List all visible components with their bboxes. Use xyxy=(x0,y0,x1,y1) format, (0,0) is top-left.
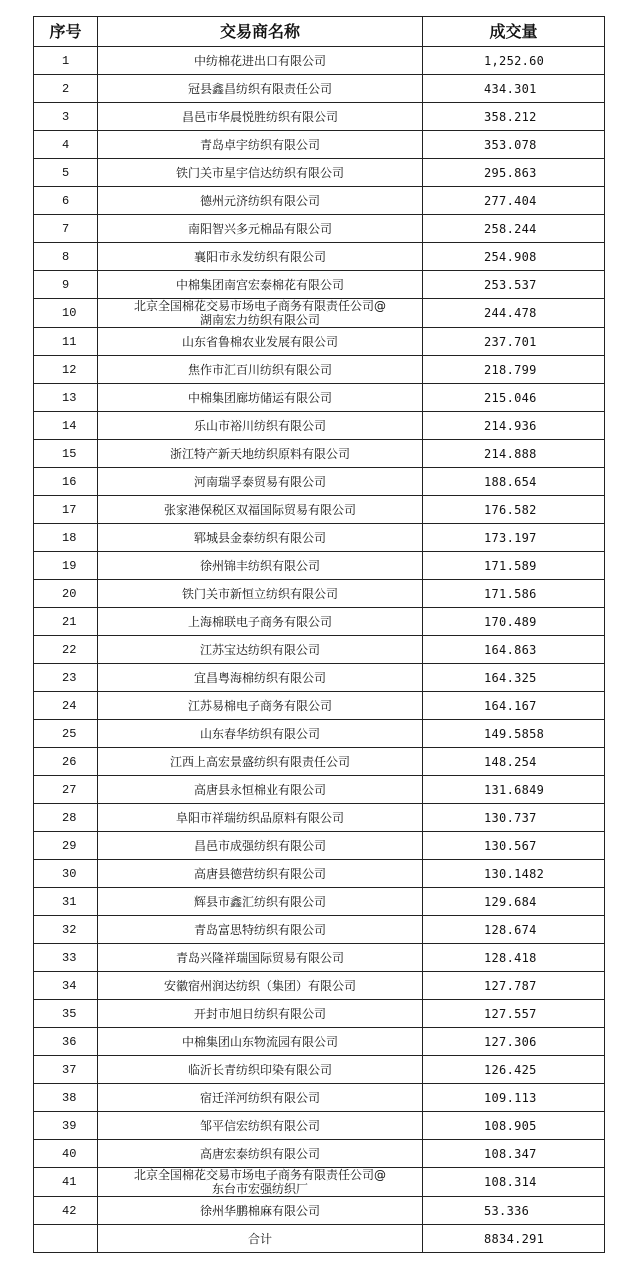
table-row xyxy=(34,972,605,1000)
trade-volume: 258.244 xyxy=(423,215,605,243)
trade-volume: 130.567 xyxy=(423,832,605,860)
trade-volume: 170.489 xyxy=(423,608,605,636)
trader-name: 郓城县金泰纺织有限公司 xyxy=(98,524,423,552)
table-row xyxy=(34,580,605,608)
trader-name xyxy=(98,1168,423,1197)
trader-name: 铁门关市新恒立纺织有限公司 xyxy=(98,580,423,608)
table-row xyxy=(34,552,605,580)
trade-volume: 253.537 xyxy=(423,271,605,299)
trader-name: 安徽宿州润达纺织（集团）有限公司 xyxy=(98,972,423,1000)
row-number: 29 xyxy=(34,832,98,860)
row-number: 39 xyxy=(34,1112,98,1140)
trader-name: 开封市旭日纺织有限公司 xyxy=(98,1000,423,1028)
trade-volume: 53.336 xyxy=(423,1197,605,1225)
trade-volume: 214.888 xyxy=(423,440,605,468)
trade-volume: 149.5858 xyxy=(423,720,605,748)
row-number: 6 xyxy=(34,187,98,215)
trader-name: 中纺棉花进出口有限公司 xyxy=(98,47,423,75)
trade-volume: 109.113 xyxy=(423,1084,605,1112)
header-volume: 成交量 xyxy=(423,17,605,47)
table-row xyxy=(34,384,605,412)
trader-name: 青岛富思特纺织有限公司 xyxy=(98,916,423,944)
trader-name: 冠县鑫昌纺织有限责任公司 xyxy=(98,75,423,103)
trade-volume: 128.418 xyxy=(423,944,605,972)
row-number: 28 xyxy=(34,804,98,832)
trade-volume: 128.674 xyxy=(423,916,605,944)
table-row xyxy=(34,299,605,328)
trade-volume: 277.404 xyxy=(423,187,605,215)
trader-name: 徐州华鹏棉麻有限公司 xyxy=(98,1197,423,1225)
trader-name: 宜昌粤海棉纺织有限公司 xyxy=(98,664,423,692)
table-row xyxy=(34,131,605,159)
row-number: 38 xyxy=(34,1084,98,1112)
trader-name: 乐山市裕川纺织有限公司 xyxy=(98,412,423,440)
trader-name: 徐州锦丰纺织有限公司 xyxy=(98,552,423,580)
trader-name: 昌邑市成强纺织有限公司 xyxy=(98,832,423,860)
trader-name: 江西上高宏景盛纺织有限责任公司 xyxy=(98,748,423,776)
total-no-cell xyxy=(34,1225,98,1253)
table-row xyxy=(34,1000,605,1028)
table-row xyxy=(34,608,605,636)
row-number: 13 xyxy=(34,384,98,412)
row-number: 31 xyxy=(34,888,98,916)
trader-name-line-2: 东台市宏强纺织厂 xyxy=(211,1182,308,1196)
table-row xyxy=(34,1112,605,1140)
trader-name: 阜阳市祥瑞纺织品原料有限公司 xyxy=(98,804,423,832)
trade-volume: 218.799 xyxy=(423,356,605,384)
trade-volume: 215.046 xyxy=(423,384,605,412)
row-number: 17 xyxy=(34,496,98,524)
table-row xyxy=(34,524,605,552)
row-number: 25 xyxy=(34,720,98,748)
trade-volume: 108.905 xyxy=(423,1112,605,1140)
table-row xyxy=(34,1056,605,1084)
table-row xyxy=(34,468,605,496)
trader-name: 高唐宏泰纺织有限公司 xyxy=(98,1140,423,1168)
trader-name: 临沂长青纺织印染有限公司 xyxy=(98,1056,423,1084)
trader-name: 江苏宝达纺织有限公司 xyxy=(98,636,423,664)
table-row xyxy=(34,1140,605,1168)
row-number: 35 xyxy=(34,1000,98,1028)
trader-name: 铁门关市星宇信达纺织有限公司 xyxy=(98,159,423,187)
trade-volume: 164.863 xyxy=(423,636,605,664)
row-number: 5 xyxy=(34,159,98,187)
table-row xyxy=(34,47,605,75)
trader-name: 高唐县德营纺织有限公司 xyxy=(98,860,423,888)
trader-name: 中棉集团廊坊储运有限公司 xyxy=(98,384,423,412)
trade-volume: 237.701 xyxy=(423,328,605,356)
trade-volume: 188.654 xyxy=(423,468,605,496)
row-number: 30 xyxy=(34,860,98,888)
trade-volume: 358.212 xyxy=(423,103,605,131)
row-number: 22 xyxy=(34,636,98,664)
table-row xyxy=(34,748,605,776)
trader-name: 浙江特产新天地纺织原料有限公司 xyxy=(98,440,423,468)
trader-name: 河南瑞孚泰贸易有限公司 xyxy=(98,468,423,496)
table-row xyxy=(34,496,605,524)
table-row xyxy=(34,720,605,748)
row-number: 36 xyxy=(34,1028,98,1056)
row-number: 10 xyxy=(34,299,98,328)
table-row xyxy=(34,1168,605,1197)
trader-name: 山东省鲁棉农业发展有限公司 xyxy=(98,328,423,356)
trade-volume: 214.936 xyxy=(423,412,605,440)
row-number: 21 xyxy=(34,608,98,636)
trader-name: 辉县市鑫汇纺织有限公司 xyxy=(98,888,423,916)
table-row xyxy=(34,944,605,972)
trader-name: 邹平信宏纺织有限公司 xyxy=(98,1112,423,1140)
row-number: 16 xyxy=(34,468,98,496)
row-number: 8 xyxy=(34,243,98,271)
trade-volume: 127.306 xyxy=(423,1028,605,1056)
table-row xyxy=(34,664,605,692)
table-row xyxy=(34,776,605,804)
row-number: 9 xyxy=(34,271,98,299)
table-row xyxy=(34,356,605,384)
trade-volume: 295.863 xyxy=(423,159,605,187)
trade-volume: 171.589 xyxy=(423,552,605,580)
row-number: 41 xyxy=(34,1168,98,1197)
row-number: 42 xyxy=(34,1197,98,1225)
row-number: 11 xyxy=(34,328,98,356)
trade-volume: 173.197 xyxy=(423,524,605,552)
trade-volume: 176.582 xyxy=(423,496,605,524)
row-number: 20 xyxy=(34,580,98,608)
trade-volume: 434.301 xyxy=(423,75,605,103)
trader-name: 昌邑市华晨悦胜纺织有限公司 xyxy=(98,103,423,131)
total-row xyxy=(34,1225,605,1253)
trade-volume: 164.167 xyxy=(423,692,605,720)
row-number: 32 xyxy=(34,916,98,944)
row-number: 37 xyxy=(34,1056,98,1084)
trade-volume: 127.787 xyxy=(423,972,605,1000)
row-number: 27 xyxy=(34,776,98,804)
table-row xyxy=(34,832,605,860)
trader-name: 焦作市汇百川纺织有限公司 xyxy=(98,356,423,384)
row-number: 26 xyxy=(34,748,98,776)
total-volume: 8834.291 xyxy=(423,1225,605,1253)
trader-name xyxy=(98,299,423,328)
table-row xyxy=(34,1197,605,1225)
header-name: 交易商名称 xyxy=(98,17,423,47)
trader-name: 中棉集团山东物流园有限公司 xyxy=(98,1028,423,1056)
trade-volume: 130.1482 xyxy=(423,860,605,888)
table-row xyxy=(34,159,605,187)
trade-volume: 254.908 xyxy=(423,243,605,271)
trade-volume: 1,252.60 xyxy=(423,47,605,75)
table-row xyxy=(34,692,605,720)
trader-name: 南阳智兴多元棉品有限公司 xyxy=(98,215,423,243)
table-row xyxy=(34,412,605,440)
table-row xyxy=(34,215,605,243)
row-number: 19 xyxy=(34,552,98,580)
trader-name: 江苏易棉电子商务有限公司 xyxy=(98,692,423,720)
row-number: 3 xyxy=(34,103,98,131)
table-row xyxy=(34,888,605,916)
row-number: 4 xyxy=(34,131,98,159)
trade-volume: 244.478 xyxy=(423,299,605,328)
trade-volume: 126.425 xyxy=(423,1056,605,1084)
row-number: 40 xyxy=(34,1140,98,1168)
table-row xyxy=(34,103,605,131)
trader-name: 宿迁洋河纺织有限公司 xyxy=(98,1084,423,1112)
trade-volume: 127.557 xyxy=(423,1000,605,1028)
header-no: 序号 xyxy=(34,17,98,47)
trade-volume: 108.347 xyxy=(423,1140,605,1168)
row-number: 12 xyxy=(34,356,98,384)
table-row xyxy=(34,243,605,271)
row-number: 18 xyxy=(34,524,98,552)
table-row xyxy=(34,916,605,944)
table-row xyxy=(34,328,605,356)
trade-volume: 130.737 xyxy=(423,804,605,832)
row-number: 33 xyxy=(34,944,98,972)
trader-name: 高唐县永恒棉业有限公司 xyxy=(98,776,423,804)
header-row xyxy=(34,17,605,47)
row-number: 7 xyxy=(34,215,98,243)
table-row xyxy=(34,187,605,215)
trade-volume: 148.254 xyxy=(423,748,605,776)
trade-volume: 164.325 xyxy=(423,664,605,692)
table-row xyxy=(34,636,605,664)
trader-name: 襄阳市永发纺织有限公司 xyxy=(98,243,423,271)
table-body xyxy=(34,47,605,1225)
table-row xyxy=(34,860,605,888)
trade-volume: 129.684 xyxy=(423,888,605,916)
row-number: 1 xyxy=(34,47,98,75)
trade-volume: 131.6849 xyxy=(423,776,605,804)
trader-name: 中棉集团南宫宏泰棉花有限公司 xyxy=(98,271,423,299)
table-row xyxy=(34,75,605,103)
row-number: 23 xyxy=(34,664,98,692)
row-number: 15 xyxy=(34,440,98,468)
table-row xyxy=(34,804,605,832)
trader-name: 德州元济纺织有限公司 xyxy=(98,187,423,215)
trader-name-line-2: 湖南宏力纺织有限公司 xyxy=(199,313,320,327)
table-row xyxy=(34,1028,605,1056)
trade-volume: 353.078 xyxy=(423,131,605,159)
table-row xyxy=(34,1084,605,1112)
trade-volume: 108.314 xyxy=(423,1168,605,1197)
trader-name: 张家港保税区双福国际贸易有限公司 xyxy=(98,496,423,524)
row-number: 34 xyxy=(34,972,98,1000)
trader-name: 上海棉联电子商务有限公司 xyxy=(98,608,423,636)
trader-name: 青岛卓宇纺织有限公司 xyxy=(98,131,423,159)
row-number: 24 xyxy=(34,692,98,720)
table-row xyxy=(34,271,605,299)
trader-name-line-1: 北京全国棉花交易市场电子商务有限责任公司@ xyxy=(133,1168,386,1182)
trader-name: 青岛兴隆祥瑞国际贸易有限公司 xyxy=(98,944,423,972)
row-number: 2 xyxy=(34,75,98,103)
table-row xyxy=(34,440,605,468)
trader-name-line-1: 北京全国棉花交易市场电子商务有限责任公司@ xyxy=(133,299,386,313)
trader-name: 山东春华纺织有限公司 xyxy=(98,720,423,748)
trading-volume-table xyxy=(33,16,605,1253)
total-label: 合计 xyxy=(98,1225,423,1253)
trade-volume: 171.586 xyxy=(423,580,605,608)
row-number: 14 xyxy=(34,412,98,440)
